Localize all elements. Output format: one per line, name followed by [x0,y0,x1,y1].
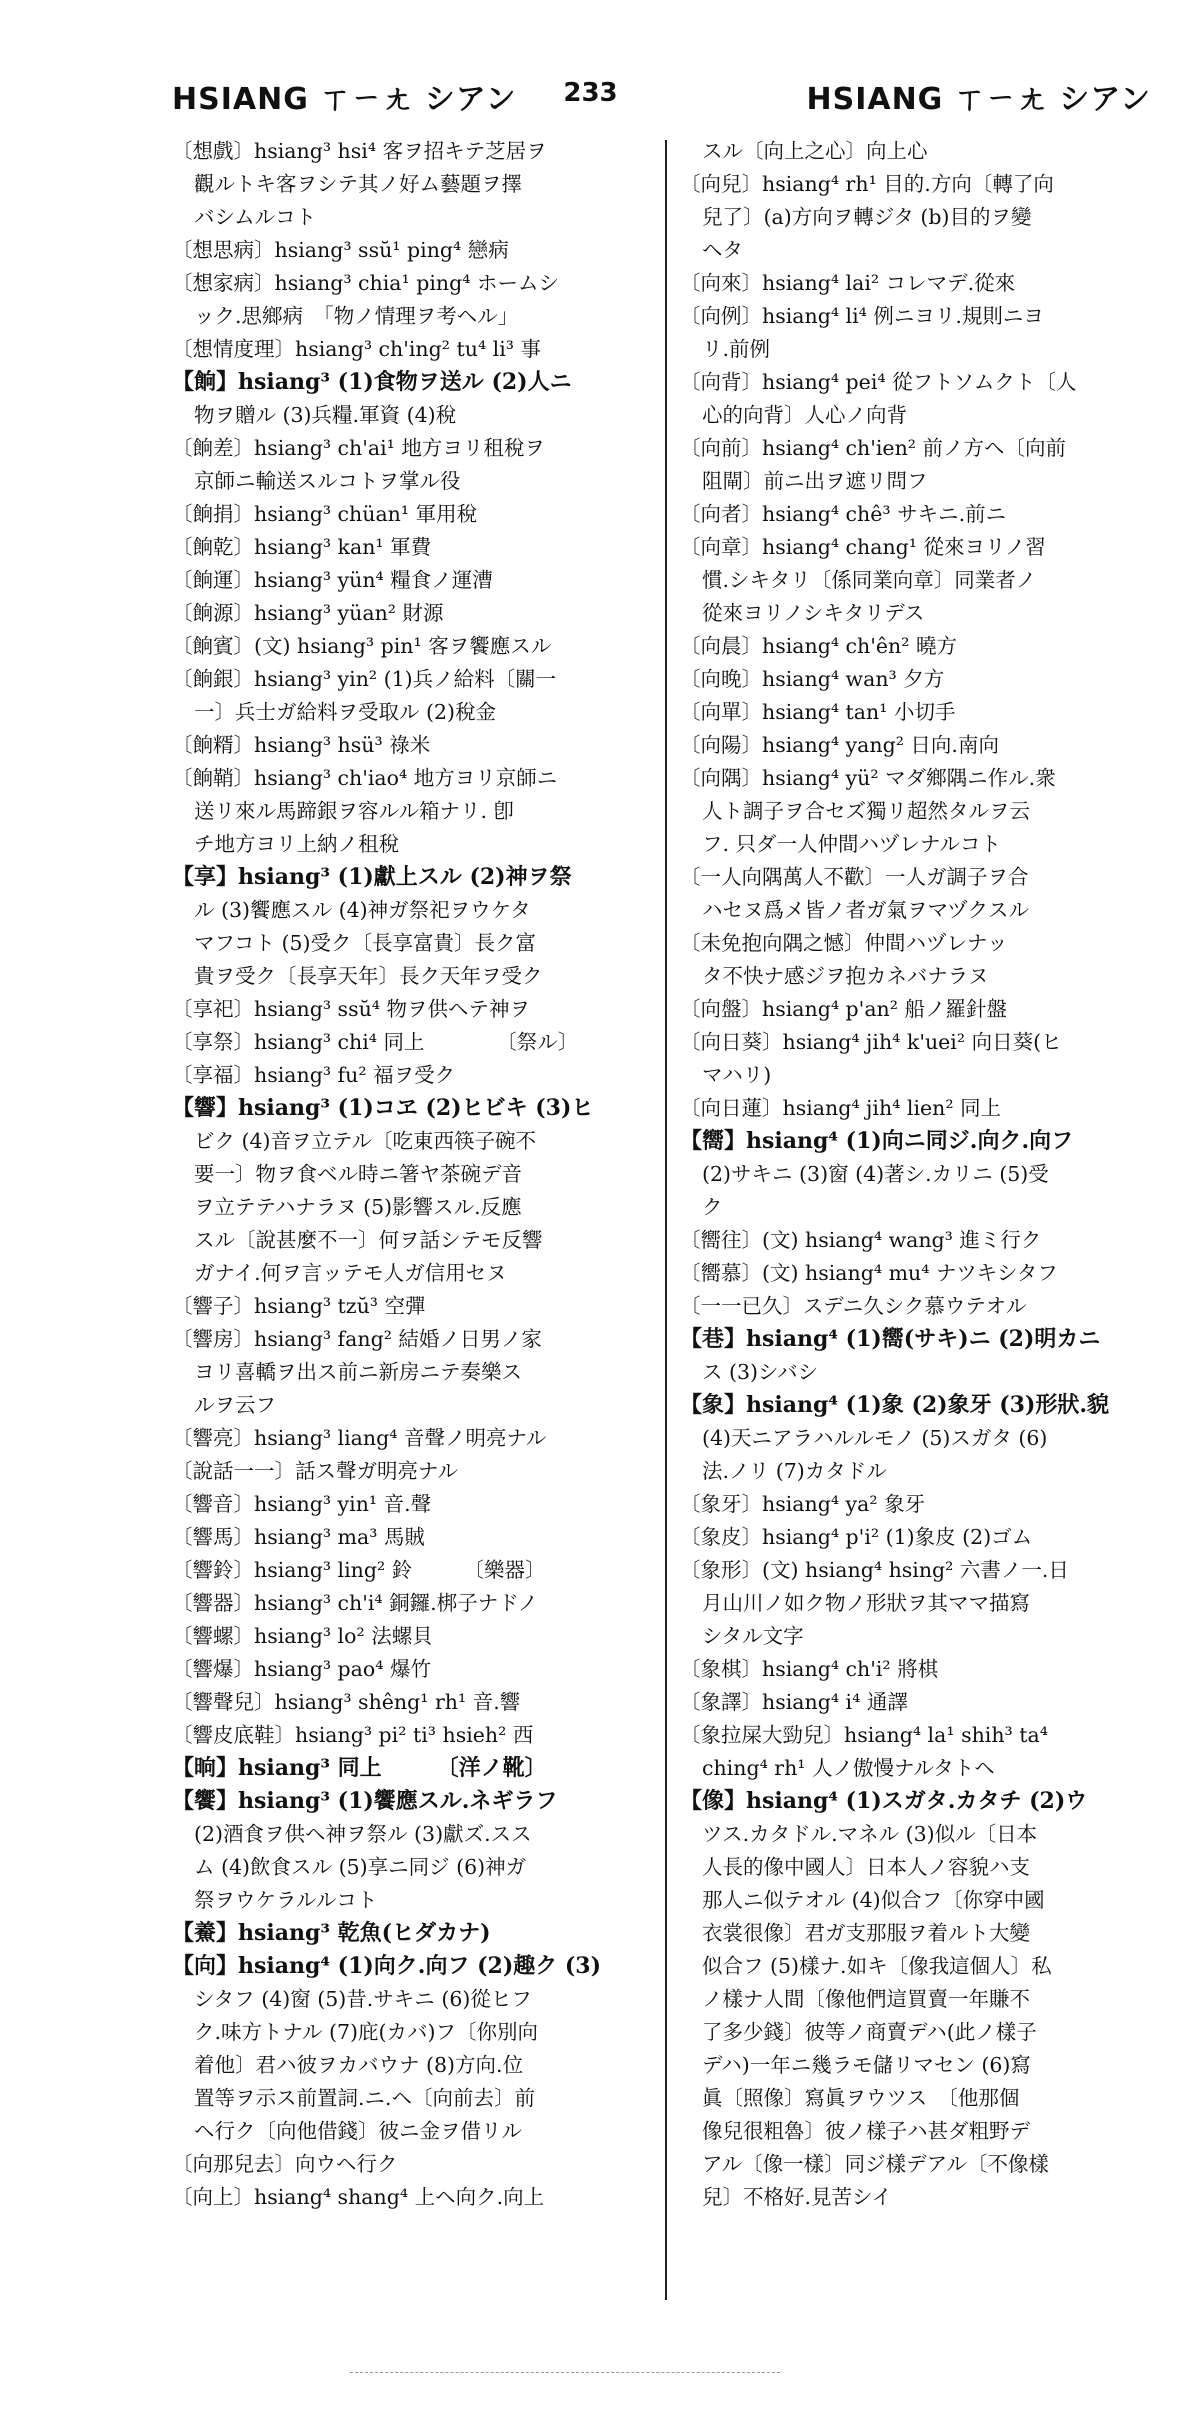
entry-line: ノ樣ナ人間〔像他們這買賣一年賺不 [702,1987,1030,2011]
entry-line: チ地方ヨリ上納ノ租稅 [194,832,399,856]
entry-line: 〔一一已久〕スデニ久シク慕ウテオル [680,1294,1027,1318]
entry-line: マハリ) [702,1063,772,1087]
entry-line: シタフ (4)窗 (5)昔.サキニ (6)從ヒフ [194,1987,532,2011]
entry-line: 〔向隅〕hsiang⁴ yü² マダ鄉隅ニ作ル.衆 [680,766,1056,790]
entry-line: 〔向日葵〕hsiang⁴ jih⁴ k'uei² 向日葵(ヒ [680,1030,1062,1054]
entry-line: ハセヌ爲メ皆ノ者ガ氣ヲマヅクスル [702,898,1029,922]
entry-line: 〔向例〕hsiang⁴ li⁴ 例ニヨリ.規則ニヨ [680,304,1044,328]
entry-line: 〔象拉屎大勁兒〕hsiang⁴ la¹ shih³ ta⁴ [680,1723,1048,1747]
entry-line: ル (3)饗應スル (4)神ガ祭祀ヲウケタ [194,898,531,922]
entry-line: ス (3)シバシ [702,1360,819,1384]
entry-line: マフコト (5)受ク〔長享富貴〕長ク富 [194,931,537,955]
entry-line: 〔向陽〕hsiang⁴ yang² 日向.南向 [680,733,999,757]
entry-line: 【巷】hsiang⁴ (1)嚮(サキ)ニ (2)明カニ [680,1326,1101,1352]
entry-line: ヨリ喜轎ヲ出ス前ニ新房ニテ奏樂ス [194,1360,522,1384]
entry-line: 【晌】hsiang³ 同上 〔洋ノ靴〕 [172,1755,547,1781]
entry-line: 一〕兵士ガ給料ヲ受取ル (2)稅金 [194,700,497,724]
entry-line: 兒〕不格好.見苦シイ [702,2185,892,2209]
entry-line: (4)天ニアラハルルモノ (5)スガタ (6) [702,1426,1048,1450]
entry-line: 〔餉賓〕(文) hsiang³ pin¹ 客ヲ饗應スル [172,634,552,658]
entry-line: 從來ヨリノシキタリデス [702,601,925,625]
entry-line: 【象】hsiang⁴ (1)象 (2)象牙 (3)形狀.貌 [680,1392,1110,1418]
entry-line: 〔餉糈〕hsiang³ hsü³ 祿米 [172,733,431,757]
entry-line: 〔向兒〕hsiang⁴ rh¹ 目的.方向〔轉了向 [680,172,1054,196]
entry-line: 兒了〕(a)方向ヲ轉ジタ (b)目的ヲ變 [702,205,1032,229]
entry-line: 【嚮】hsiang⁴ (1)向ニ同ジ.向ク.向フ [680,1128,1074,1154]
entry-line: 〔嚮慕〕(文) hsiang⁴ mu⁴ ナツキシタフ [680,1261,1058,1285]
entry-line: 〔向那兒去〕向ウヘ行ク [172,2152,398,2176]
entry-line: 衣裳很像〕君ガ支那服ヲ着ルト大變 [702,1921,1030,1945]
entry-line: 〔向晚〕hsiang⁴ wan³ 夕方 [680,667,945,691]
entry-line: 法.ノリ (7)カタドル [702,1459,887,1483]
entry-line: リ.前例 [702,337,771,361]
entry-line: 〔餉乾〕hsiang³ kan¹ 軍費 [172,535,432,559]
entry-line: 〔響鈴〕hsiang³ ling² 鈴 〔樂器〕 [172,1558,546,1582]
entry-line: 【餉】hsiang³ (1)食物ヲ送ル (2)人ニ [172,369,572,395]
entry-line: スル〔向上之心〕向上心 [702,139,928,163]
entry-line: 〔享福〕hsiang³ fu² 福ヲ受ク [172,1063,456,1087]
entry-line: 【饗】hsiang³ (1)饗應スル.ネギラフ [172,1788,558,1814]
entry-line: 阻閘〕前ニ出ヲ遮リ問フ [702,469,928,493]
entry-line: 〔餉差〕hsiang³ ch'ai¹ 地方ヨリ租稅ヲ [172,436,545,460]
running-head-left: HSIANG ㄒㄧㄤ シアン [172,82,517,117]
running-head-right: HSIANG ㄒㄧㄤ シアン [806,82,1151,117]
entry-line: 〔響器〕hsiang³ ch'i⁴ 銅鑼.梆子ナドノ [172,1591,538,1615]
entry-line: 〔向日蓮〕hsiang⁴ jih⁴ lien² 同上 [680,1096,1002,1120]
entry-line: 月山川ノ如ク物ノ形狀ヲ其ママ描寫 [702,1591,1030,1615]
entry-line: ビク (4)音ヲ立テル〔吃東西筷子碗不 [194,1129,537,1153]
entry-line: 〔象形〕(文) hsiang⁴ hsing² 六書ノ一.日 [680,1558,1069,1582]
entry-line: 〔響亮〕hsiang³ liang⁴ 音聲ノ明亮ナル [172,1426,547,1450]
entry-line: 了多少錢〕彼等ノ商賣デハ(此ノ樣子 [702,2020,1037,2044]
page-header [0,68,1181,128]
entry-line: 〔想戲〕hsiang³ hsi⁴ 客ヲ招キテ芝居ヲ [172,139,547,163]
entry-line: 〔享祀〕hsiang³ ssŭ⁴ 物ヲ供ヘテ神ヲ [172,997,531,1021]
entry-line: フ. 只ダ一人仲間ハヅレナルコト [702,832,1002,856]
entry-line: 眞〔照像〕寫眞ヲウツス 〔他那個 [702,2086,1020,2110]
entry-line: 送リ來ル馬蹄銀ヲ容ルル箱ナリ. 卽 [194,799,515,823]
entry-line: 〔向章〕hsiang⁴ chang¹ 從來ヨリノ習 [680,535,1046,559]
entry-line: 心的向背〕人心ノ向背 [702,403,907,427]
entry-line: 貴ヲ受ク〔長享天年〕長ク天年ヲ受ク [194,964,543,988]
entry-line: 〔向盤〕hsiang⁴ p'an² 船ノ羅針盤 [680,997,1007,1021]
entry-line: 〔一人向隅萬人不歡〕一人ガ調子ヲ合 [680,865,1029,889]
entry-line: ク [702,1195,723,1219]
entry-line: 〔想情度理〕hsiang³ ch'ing² tu⁴ li³ 事 [172,337,542,361]
entry-line: 像兒很粗魯〕彼ノ樣子ハ甚ダ粗野デ [702,2119,1030,2143]
entry-line: (2)サキニ (3)窗 (4)著シ.カリニ (5)受 [702,1162,1049,1186]
entry-line: 〔象皮〕hsiang⁴ p'i² (1)象皮 (2)ゴム [680,1525,1033,1549]
entry-line: 〔餉源〕hsiang³ yüan² 財源 [172,601,444,625]
entry-line: ヲ立テテハナラヌ (5)影響スル.反應 [194,1195,522,1219]
column-divider [665,140,667,2300]
right-column [680,135,1165,2214]
entry-line: 〔向背〕hsiang⁴ pei⁴ 從フトソムクト〔人 [680,370,1077,394]
entry-line: 觀ルトキ客ヲシテ其ノ好ム藝題ヲ擇 [194,172,522,196]
entry-line: 〔餉鞘〕hsiang³ ch'iao⁴ 地方ヨリ京師ニ [172,766,558,790]
entry-line: 〔響皮底鞋〕hsiang³ pi² ti³ hsieh² 西 [172,1723,534,1747]
entry-line: ヘタ [702,238,743,262]
entry-line: ガナイ.何ヲ言ッテモ人ガ信用セヌ [194,1261,507,1285]
entry-line: シタル文字 [702,1624,804,1648]
entry-line: 〔享祭〕hsiang³ chi⁴ 同上 〔祭ル〕 [172,1030,579,1054]
entry-line: デハ)一年ニ幾ラモ儲リマセン (6)寫 [702,2053,1031,2077]
entry-line: 人ト調子ヲ合セズ獨リ超然タルヲ云 [702,799,1030,823]
entry-line: 物ヲ贈ル (3)兵糧.軍資 (4)稅 [194,403,457,427]
entry-line: 着他〕君ハ彼ヲカバウナ (8)方向.位 [194,2053,524,2077]
entry-line: 〔響聲兒〕hsiang³ shêng¹ rh¹ 音.響 [172,1690,521,1714]
entry-line: (2)酒食ヲ供ヘ神ヲ祭ル (3)獻ズ.スス [194,1822,532,1846]
entry-line: 〔響爆〕hsiang³ pao⁴ 爆竹 [172,1657,431,1681]
entry-line: 【像】hsiang⁴ (1)スガタ.カタチ (2)ウ [680,1788,1088,1814]
entry-line: 〔向來〕hsiang⁴ lai² コレマデ.從來 [680,271,1016,295]
entry-line: 〔餉銀〕hsiang³ yin² (1)兵ノ給料〔關一 [172,667,557,691]
entry-line: ルヲ云フ [194,1393,276,1417]
entry-line: 【向】hsiang⁴ (1)向ク.向フ (2)趣ク (3) [172,1953,602,1979]
page-number: 233 [563,78,618,108]
entry-line: 〔餉捐〕hsiang³ chüan¹ 軍用稅 [172,502,478,526]
entry-line: 似合フ (5)樣ナ.如キ〔像我這個人〕私 [702,1954,1052,1978]
entry-line: バシムルコト [194,205,317,229]
entry-line: 【享】hsiang³ (1)獻上スル (2)神ヲ祭 [172,864,572,890]
entry-line: 〔想家病〕hsiang³ chia¹ ping⁴ ホームシ [172,271,559,295]
entry-line: ック.思鄉病 「物ノ情理ヲ考ヘル」 [194,304,519,328]
entry-line: ク.味方トナル (7)庇(カバ)フ〔你別向 [194,2020,539,2044]
entry-line: 祭ヲウケラルルコト [194,1888,378,1912]
entry-line: ム (4)飲食スル (5)享ニ同ジ (6)神ガ [194,1855,527,1879]
entry-line: 〔向上〕hsiang⁴ shang⁴ 上ヘ向ク.向上 [172,2185,545,2209]
entry-line: 人長的像中國人〕日本人ノ容貌ハ支 [702,1855,1030,1879]
entry-line: 〔餉運〕hsiang³ yün⁴ 糧食ノ運漕 [172,568,493,592]
entry-line: 〔響馬〕hsiang³ ma³ 馬賊 [172,1525,425,1549]
entry-line: アル〔像一樣〕同ジ樣デアル〔不像樣 [702,2152,1049,2176]
entry-line: 要一〕物ヲ食ベル時ニ箸ヤ茶碗デ音 [194,1162,522,1186]
entry-line: 京師ニ輸送スルコトヲ掌ル役 [194,469,461,493]
entry-line: 〔響螺〕hsiang³ lo² 法螺貝 [172,1624,433,1648]
entry-line: 〔向單〕hsiang⁴ tan¹ 小切手 [680,700,956,724]
footer-rule [350,2372,780,2374]
entry-line: 〔未免抱向隅之憾〕仲間ハヅレナッ [680,931,1008,955]
entry-line: スル〔說甚麼不一〕何ヲ話シテモ反響 [194,1228,543,1252]
entry-line: 〔響房〕hsiang³ fang² 結婚ノ日男ノ家 [172,1327,542,1351]
entry-line: 〔響音〕hsiang³ yin¹ 音.聲 [172,1492,432,1516]
entry-line: 慣.シキタリ〔係同業向章〕同業者ノ [702,568,1037,592]
entry-line: 那人ニ似テオル (4)似合フ〔你穿中國 [702,1888,1045,1912]
entry-line: 【鯗】hsiang³ 乾魚(ヒダカナ) [172,1920,491,1946]
entry-line: 【響】hsiang³ (1)コヱ (2)ヒビキ (3)ヒ [172,1095,594,1121]
entry-line: 〔象譯〕hsiang⁴ i⁴ 通譯 [680,1690,908,1714]
entry-line: 〔嚮往〕(文) hsiang⁴ wang³ 進ミ行ク [680,1228,1042,1252]
entry-line: ヘ行ク〔向他借錢〕彼ニ金ヲ借リル [194,2119,522,2143]
entry-line: 〔向晨〕hsiang⁴ ch'ên² 曉方 [680,634,957,658]
entry-line: ツス.カタドル.マネル (3)似ル〔日本 [702,1822,1038,1846]
left-column [172,135,650,2214]
entry-line: 〔象牙〕hsiang⁴ ya² 象牙 [680,1492,926,1516]
entry-line: 〔想思病〕hsiang³ ssŭ¹ ping⁴ 戀病 [172,238,509,262]
entry-line: 〔向者〕hsiang⁴ chê³ サキニ.前ニ [680,502,1007,526]
entry-line: 置等ヲ示ス前置詞.ニ.ヘ〔向前去〕前 [194,2086,536,2110]
entry-line: 〔象棋〕hsiang⁴ ch'i² 將棋 [680,1657,939,1681]
entry-line: ching⁴ rh¹ 人ノ傲慢ナルタトヘ [702,1756,995,1780]
entry-line: 〔向前〕hsiang⁴ ch'ien² 前ノ方ヘ〔向前 [680,436,1067,460]
entry-line: 〔響子〕hsiang³ tzŭ³ 空彈 [172,1294,426,1318]
entry-line: タ不快ナ感ジヲ抱カネバナラヌ [702,964,989,988]
entry-line: 〔說話一一〕話ス聲ガ明亮ナル [172,1459,458,1483]
